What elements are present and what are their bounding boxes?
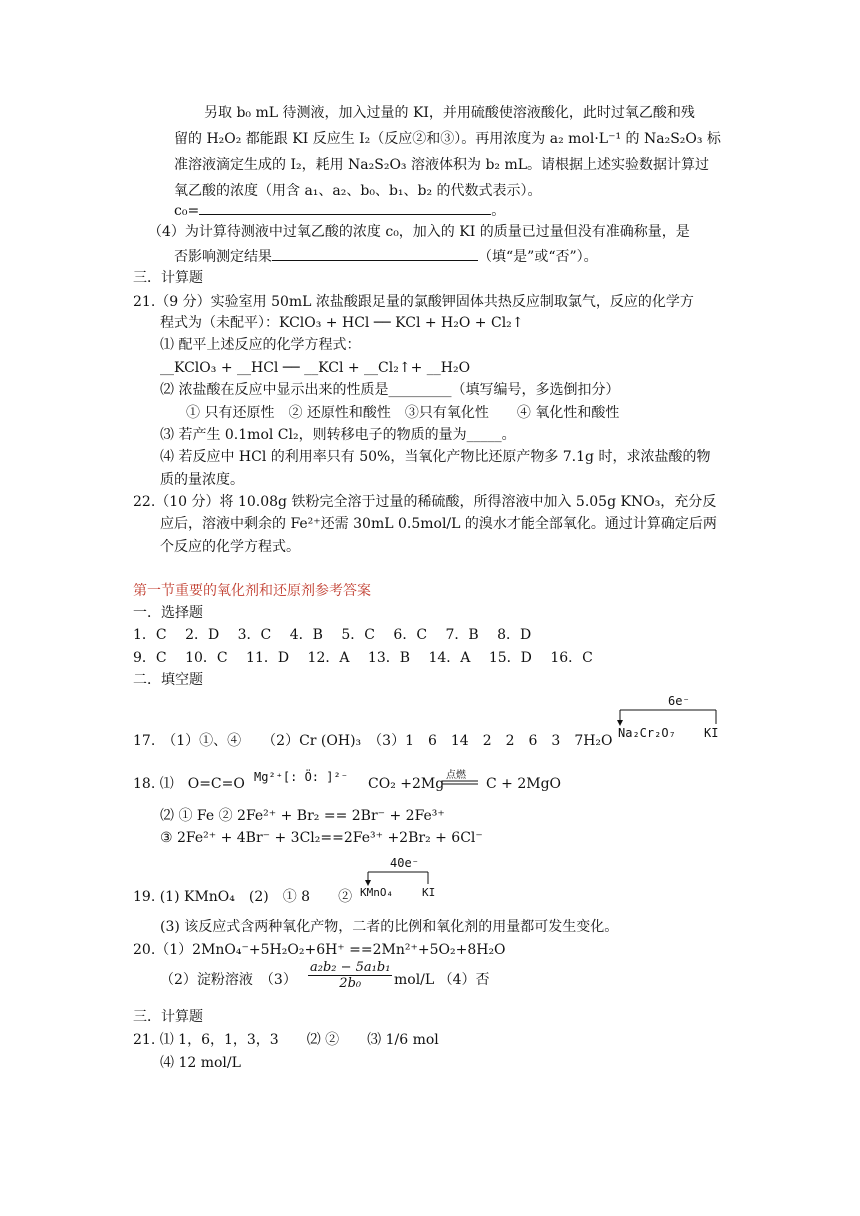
q21-line2: 程式为（未配平）：KClO₃ + HCl ── KCl + H₂O + Cl₂↑ bbox=[160, 315, 524, 331]
answer-17: 17. （1）①、④ （2）Cr (OH)₃ （3）1 6 14 2 2 6 3 7H₂O bbox=[133, 733, 613, 749]
fraction bbox=[308, 960, 392, 991]
fraction-numerator: a₂b₂ − 5a₁b₁ bbox=[310, 960, 391, 975]
q20-text-line2: 留的 H₂O₂ 都能跟 KI 反应生 I₂（反应②和③）。再用浓度为 a₂ mol·L⁻¹ 的 Na₂S₂O₃ 标 bbox=[174, 131, 721, 147]
c0-answer-line bbox=[174, 200, 505, 221]
answers-fill-heading: 二．填空题 bbox=[133, 672, 203, 688]
answers-calc-heading: 三．计算题 bbox=[133, 1009, 203, 1025]
fraction-denominator: 2b₀ bbox=[339, 976, 362, 991]
q22-line1: 22.（10 分）将 10.08g 铁粉完全溶于过量的稀硫酸，所得溶液中加入 5.05g KNO₃，充分反 bbox=[133, 494, 717, 510]
q21-part1-equation: __KClO₃ + __HCl ── __KCl + __Cl₂↑+ __H₂O bbox=[160, 360, 471, 376]
section-calc-title: 三．计算题 bbox=[133, 270, 203, 286]
c0-blank bbox=[199, 200, 491, 215]
q21-part1: ⑴ 配平上述反应的化学方程式： bbox=[160, 337, 361, 353]
answer-18-electron-dot: Mg²⁺[: Ö: ]²⁻ bbox=[254, 770, 348, 784]
answer-20-1: 20.（1）2MnO₄⁻+5H₂O₂+6H⁺ ==2Mn²⁺+5O₂+8H₂O bbox=[133, 942, 506, 958]
answer-20-2-a: （2）淀粉溶液 （3） bbox=[160, 972, 297, 988]
electron-count-17: 6e⁻ bbox=[668, 694, 690, 708]
q21-part4-line1: ⑷ 若反应中 HCl 的利用率只有 50%，当氧化产物比还原产物多 7.1g 时，求浓盐酸的物 bbox=[160, 449, 711, 465]
q20-text-line3: 准溶液滴定生成的 I₂，耗用 Na₂S₂O₃ 溶液体积为 b₂ mL。请根据上述实验数据计算过 bbox=[174, 157, 710, 173]
answer-21-4: ⑷ 12 mol/L bbox=[160, 1055, 241, 1071]
double-line-icon bbox=[440, 766, 480, 790]
ignite-label: 点燃 bbox=[446, 770, 466, 781]
answer-18-1-a: 18. ⑴ O=C=O bbox=[133, 776, 245, 792]
reductant-label-17: KI bbox=[704, 726, 719, 740]
answer-20-2-b: mol/L （4）否 bbox=[394, 972, 490, 988]
reaction-condition bbox=[440, 766, 480, 790]
c0-label: c₀= bbox=[174, 203, 200, 219]
answer-18-1-d: C + 2MgO bbox=[486, 776, 562, 792]
q21-part4-line2: 质的量浓度。 bbox=[160, 472, 244, 488]
oxidant-label-17: Na₂Cr₂O₇ bbox=[618, 726, 676, 740]
q21-part3: ⑶ 若产生 0.1mol Cl₂，则转移电子的物质的量为_____。 bbox=[160, 427, 516, 443]
reductant-label-19: KI bbox=[422, 886, 436, 899]
answer-19: 19. (1) KMnO₄ (2) ① 8 ② bbox=[133, 889, 353, 905]
electron-count-19: 40e⁻ bbox=[390, 856, 419, 870]
q20-part4-line1: （4）为计算待测液中过氧乙酸的浓度 c₀，加入的 KI 的质量已过量但没有准确称量，是 bbox=[148, 224, 690, 240]
oxidant-label-19: KMnO₄ bbox=[360, 886, 394, 899]
q20-part4-line2: 否影响测定结果 （填“是”或“否”）。 bbox=[174, 246, 598, 267]
q20-text-line4: 氧乙酸的浓度（用含 a₁、a₂、b₀、b₁、b₂ 的代数式表示）。 bbox=[174, 183, 542, 199]
answers-choice-row1: 1．C 2．D 3．C 4．B 5．C 6．C 7．B 8．D bbox=[133, 627, 532, 643]
q22-line3: 个反应的化学方程式。 bbox=[160, 539, 300, 555]
q21-line1: 21.（9 分）实验室用 50mL 浓盐酸跟足量的氯酸钾固体共热反应制取氯气，反应的化学方 bbox=[133, 294, 694, 310]
answers-title: 第一节重要的氧化剂和还原剂参考答案 bbox=[133, 583, 371, 599]
answers-choice-heading: 一．选择题 bbox=[133, 605, 203, 621]
answer-20-fraction bbox=[304, 960, 396, 991]
answer-18-3: ③ 2Fe²⁺ + 4Br⁻ + 3Cl₂==2Fe³⁺ +2Br₂ + 6Cl⁻ bbox=[160, 830, 483, 846]
electron-transfer-diagram-19 bbox=[360, 856, 440, 902]
electron-transfer-diagram-17 bbox=[612, 694, 724, 746]
answer-18-2: ⑵ ① Fe ② 2Fe²⁺ + Br₂ == 2Br⁻ + 2Fe³⁺ bbox=[160, 808, 445, 824]
q21-part2-options: ① 只有还原性 ② 还原性和酸性 ③只有氧化性 ④ 氧化性和酸性 bbox=[186, 405, 620, 421]
answer-19-3: (3) 该反应式含两种氧化产物，二者的比例和氧化剂的用量都可发生变化。 bbox=[160, 919, 619, 935]
answer-18-1-c: CO₂ +2Mg bbox=[368, 776, 445, 792]
q20-text-line1: 另取 b₀ mL 待测液，加入过量的 KI，并用硫酸使溶液酸化，此时过氧乙酸和残 bbox=[204, 105, 695, 121]
part4-blank bbox=[272, 246, 478, 261]
q21-part2: ⑵ 浓盐酸在反应中显示出来的性质是_________（填写编号，多选倒扣分） bbox=[160, 382, 620, 398]
q22-line2: 应后，溶液中剩余的 Fe²⁺还需 30mL 0.5mol/L 的溴水才能全部氧化。通过计算确定后两 bbox=[160, 516, 717, 532]
c0-end: 。 bbox=[491, 203, 506, 219]
answers-choice-row2: 9．C 10．C 11．D 12．A 13．B 14．A 15．D 16．C bbox=[133, 650, 593, 666]
answer-21-1: 21. ⑴ 1，6，1，3，3 ⑵ ② ⑶ 1/6 mol bbox=[133, 1032, 439, 1048]
